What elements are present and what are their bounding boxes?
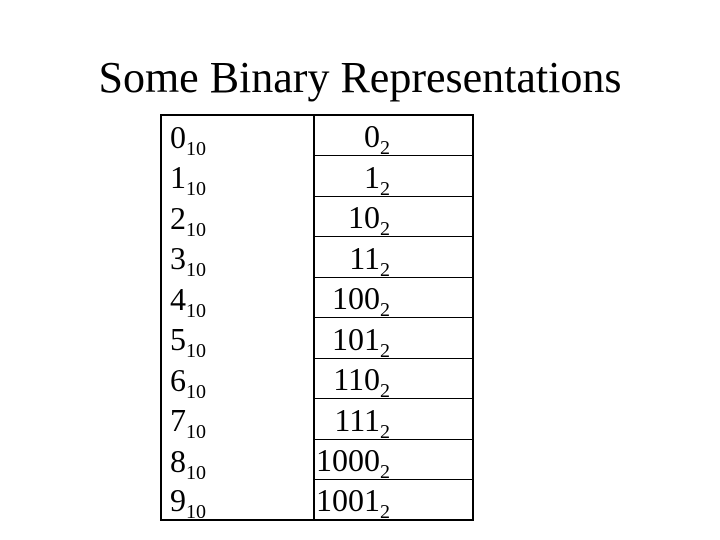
decimal-cell	[161, 439, 314, 484]
binary-value: 1	[364, 158, 380, 195]
table-row	[161, 277, 473, 318]
binary-base: 2	[380, 501, 390, 523]
decimal-base: 10	[186, 178, 206, 200]
table-row	[161, 196, 473, 237]
binary-cell	[314, 237, 473, 281]
binary-value: 100	[332, 280, 380, 316]
binary-base: 2	[380, 177, 390, 200]
conversion-table-container	[160, 114, 474, 521]
decimal-value: 2	[170, 199, 186, 236]
binary-cell	[314, 439, 473, 483]
decimal-base: 10	[186, 218, 206, 241]
table-row	[161, 480, 473, 521]
binary-value: 111	[334, 401, 380, 438]
binary-cell	[314, 480, 473, 521]
decimal-value: 9	[170, 482, 186, 518]
decimal-value: 5	[170, 321, 186, 357]
decimal-cell	[161, 399, 314, 443]
decimal-base: 10	[186, 259, 206, 281]
table-row	[161, 156, 473, 197]
decimal-value: 8	[170, 442, 186, 479]
decimal-value: 7	[170, 402, 186, 438]
binary-value: 1001	[316, 482, 380, 518]
decimal-cell	[161, 480, 314, 521]
table-row	[161, 358, 473, 399]
decimal-cell	[161, 115, 314, 160]
decimal-value: 4	[170, 280, 186, 317]
binary-cell	[314, 156, 473, 200]
decimal-cell	[161, 237, 314, 281]
binary-value: 0	[364, 118, 380, 154]
binary-base: 2	[380, 218, 390, 240]
binary-value: 10	[348, 199, 380, 235]
decimal-base: 10	[186, 137, 206, 160]
decimal-cell	[161, 277, 314, 322]
binary-cell	[314, 277, 473, 321]
table-row	[161, 237, 473, 278]
conversion-table	[160, 114, 474, 521]
binary-cell	[314, 115, 473, 159]
binary-cell	[314, 399, 473, 443]
decimal-cell	[161, 156, 314, 200]
binary-cell	[314, 196, 473, 240]
binary-base: 2	[380, 339, 390, 362]
decimal-base: 10	[186, 421, 206, 443]
decimal-base: 10	[186, 340, 206, 362]
decimal-value: 0	[170, 118, 186, 155]
decimal-cell	[161, 358, 314, 403]
decimal-base: 10	[186, 299, 206, 322]
decimal-cell	[161, 196, 314, 241]
decimal-value: 6	[170, 361, 186, 398]
binary-base: 2	[380, 461, 390, 483]
binary-value: 110	[333, 361, 380, 397]
slide-title: Some Binary Representations	[98, 53, 622, 102]
binary-value: 11	[349, 239, 380, 276]
binary-base: 2	[380, 299, 390, 321]
binary-base: 2	[380, 258, 390, 281]
binary-value: 101	[332, 320, 380, 357]
decimal-base: 10	[186, 380, 206, 403]
binary-value: 1000	[316, 442, 380, 478]
decimal-cell	[161, 318, 314, 362]
binary-base: 2	[380, 420, 390, 443]
binary-base: 2	[380, 137, 390, 159]
table-row	[161, 318, 473, 359]
decimal-value: 1	[170, 159, 186, 195]
table-row	[161, 399, 473, 440]
decimal-base: 10	[186, 501, 206, 523]
binary-cell	[314, 358, 473, 402]
table-row	[161, 439, 473, 480]
decimal-base: 10	[186, 461, 206, 484]
binary-base: 2	[380, 380, 390, 402]
table-row	[161, 115, 473, 156]
decimal-value: 3	[170, 240, 186, 276]
binary-cell	[314, 318, 473, 362]
